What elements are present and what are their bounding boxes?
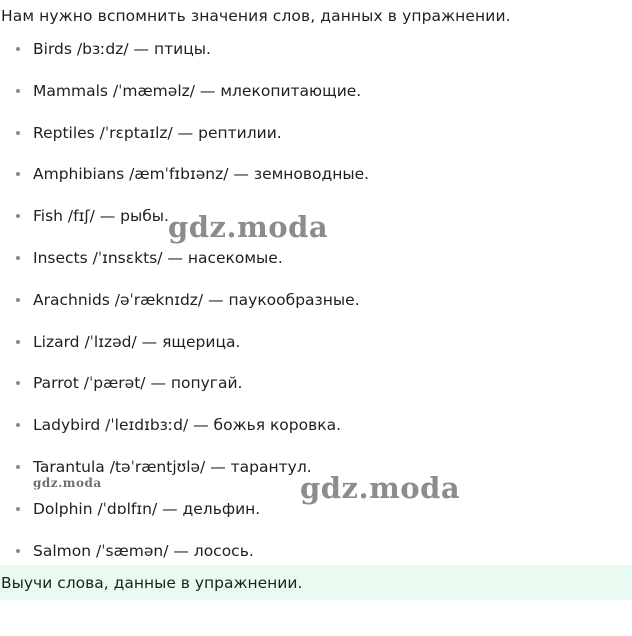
vocabulary-entry: Insects /ˈɪnsɛkts/ — насекомые.	[33, 248, 283, 267]
vocabulary-entry: Reptiles /ˈrɛptaɪlz/ — рептилии.	[33, 123, 282, 142]
vocabulary-entry: Arachnids /əˈræknɪdz/ — паукообразные.	[33, 290, 360, 309]
bullet-icon	[16, 131, 20, 135]
bullet-icon	[16, 340, 20, 344]
list-item	[0, 247, 632, 289]
vocabulary-entry: Mammals /ˈmæməlz/ — млекопитающие.	[33, 81, 362, 100]
list-item	[0, 122, 632, 164]
vocabulary-entry: Parrot /ˈpærət/ — попугай.	[33, 374, 243, 393]
vocabulary-entry: Salmon /ˈsæmən/ — лосось.	[33, 541, 254, 560]
bullet-icon	[16, 89, 20, 93]
vocabulary-entry: Ladybird /ˈleɪdɪbɜːd/ — божья коровка.	[33, 416, 342, 435]
vocabulary-entry: Birds /bɜːdz/ — птицы.	[33, 40, 211, 58]
task-text: Выучи слова, данные в упражнении.	[1, 574, 303, 592]
task-banner	[0, 565, 632, 600]
watermark-main: gdz.moda	[168, 210, 329, 244]
list-item	[0, 38, 632, 80]
list-item	[0, 163, 632, 205]
bullet-icon	[16, 549, 20, 553]
list-item	[0, 80, 632, 122]
list-item	[0, 331, 632, 373]
intro-text: Нам нужно вспомнить значения слов, данных в упражнении.	[1, 7, 511, 25]
bullet-icon	[16, 172, 20, 176]
list-item	[0, 372, 632, 414]
vocabulary-entry: Dolphin /ˈdɒlfɪn/ — дельфин.	[33, 499, 261, 518]
vocabulary-entry: Amphibians /æmˈfɪbɪənz/ — земноводные.	[33, 165, 370, 184]
bullet-icon	[16, 298, 20, 302]
vocabulary-entry: Lizard /ˈlɪzəd/ — ящерица.	[33, 332, 241, 351]
bullet-icon	[16, 214, 20, 218]
list-item	[0, 414, 632, 456]
watermark-second: gdz.moda	[300, 471, 461, 505]
bullet-icon	[16, 507, 20, 511]
list-item	[0, 289, 632, 331]
bullet-icon	[16, 381, 20, 385]
vocabulary-entry: Tarantula /təˈræntjʊlə/ — тарантул.	[33, 457, 312, 476]
bullet-icon	[16, 423, 20, 427]
bullet-icon	[16, 465, 20, 469]
watermark-small: gdz.moda	[33, 476, 102, 490]
bullet-icon	[16, 47, 20, 51]
vocabulary-entry: Fish /fɪʃ/ — рыбы.	[33, 207, 169, 226]
bullet-icon	[16, 256, 20, 260]
